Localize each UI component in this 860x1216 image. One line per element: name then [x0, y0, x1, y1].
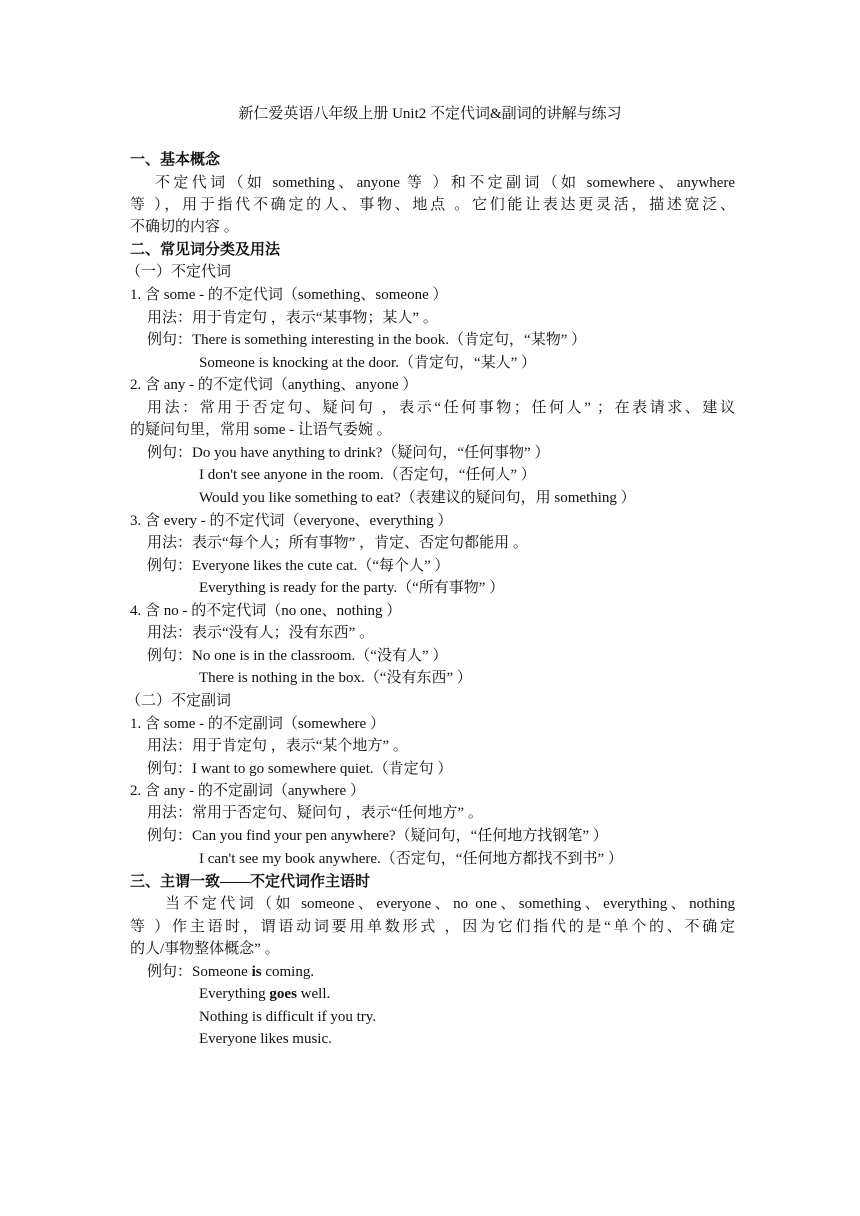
example-label: 例句： — [147, 964, 193, 980]
section-heading-1: 一、基本概念 — [130, 152, 221, 168]
list-item-heading: 4. 含 no - 的不定代词（no one、nothing ） — [130, 603, 402, 619]
example-line: There is nothing in the box.（“没有东西” ） — [199, 670, 472, 686]
example-line — [199, 983, 804, 1005]
paragraph-line: 等 ），用于指代不确定的人、事物、地点 。它们能让表达更灵活，描述宽泛、 — [130, 197, 735, 213]
example-line — [147, 961, 752, 983]
example-text: well. — [296, 986, 331, 1002]
usage-line: 用法：用于肯定句 ，表示“某事物；某人” 。 — [147, 310, 438, 326]
example-line: I can't see my book anywhere.（否定句，“任何地方都找不到书” ） — [199, 851, 623, 867]
example-line: 例句：Everyone likes the cute cat.（“每个人” ） — [147, 558, 450, 574]
list-item-heading: 1. 含 some - 的不定代词（something、someone ） — [130, 287, 448, 303]
example-text: Someone — [192, 964, 252, 980]
paragraph-line: 等 ）作主语时，谓语动词要用单数形式 ，因为它们指代的是“单个的、不确定 — [130, 919, 735, 935]
usage-line: 用法：常用于否定句、疑问句 ，表示“任何事物；任何人” ；在表请求、建议 — [147, 400, 735, 416]
example-line: Would you like something to eat?（表建议的疑问句，用 something ） — [199, 490, 636, 506]
example-line: 例句：Can you find your pen anywhere?（疑问句，“任何地方找钢笔” ） — [147, 828, 608, 844]
paragraph-line: 的人/事物整体概念” 。 — [130, 941, 280, 957]
usage-line: 用法：常用于否定句、疑问句 ，表示“任何地方” 。 — [147, 805, 483, 821]
example-text: Everything — [199, 986, 270, 1002]
example-line: Everything is ready for the party.（“所有事物” ） — [199, 580, 505, 596]
usage-line: 用法：用于肯定句 ，表示“某个地方” 。 — [147, 738, 408, 754]
paragraph-line: 当不定代词（如 someone、everyone、no one、something、everything、nothing — [165, 896, 735, 912]
example-line: 例句：Do you have anything to drink?（疑问句，“任何事物” ） — [147, 445, 550, 461]
section-heading-3: 三、主谓一致——不定代词作主语时 — [130, 874, 371, 890]
subsection-heading: （二）不定副词 — [126, 693, 232, 709]
example-line: Nothing is difficult if you try. — [199, 1009, 377, 1025]
example-line: Someone is knocking at the door.（肯定句，“某人” ） — [199, 355, 537, 371]
document-title: 新仁爱英语八年级上册 Unit2 不定代词&副词的讲解与练习 — [238, 106, 622, 122]
paragraph-line: 不定代词（如 something、anyone 等 ）和不定副词（如 somewhere、anywhere — [155, 175, 735, 191]
example-emphasis: is — [251, 964, 262, 980]
usage-line: 的疑问句里，常用 some - 让语气委婉 。 — [130, 422, 392, 438]
example-line: 例句：There is something interesting in the book.（肯定句，“某物” ） — [147, 332, 587, 348]
example-line: Everyone likes music. — [199, 1031, 332, 1047]
example-line: I don't see anyone in the room.（否定句，“任何人” ） — [199, 467, 536, 483]
example-emphasis: goes — [269, 986, 297, 1002]
list-item-heading: 2. 含 any - 的不定副词（anywhere ） — [130, 783, 365, 799]
usage-line: 用法：表示“没有人；没有东西” 。 — [147, 625, 375, 641]
example-text: coming. — [261, 964, 315, 980]
list-item-heading: 2. 含 any - 的不定代词（anything、anyone ） — [130, 377, 418, 393]
section-heading-2: 二、常见词分类及用法 — [130, 242, 281, 258]
example-line: 例句：I want to go somewhere quiet.（肯定句 ） — [147, 761, 453, 777]
example-line: 例句：No one is in the classroom.（“没有人” ） — [147, 648, 448, 664]
paragraph-line: 不确切的内容 。 — [130, 219, 239, 235]
list-item-heading: 3. 含 every - 的不定代词（everyone、everything ） — [130, 513, 453, 529]
subsection-heading: （一）不定代词 — [126, 264, 232, 280]
usage-line: 用法：表示“每个人；所有事物” ，肯定、否定句都能用 。 — [147, 535, 528, 551]
list-item-heading: 1. 含 some - 的不定副词（somewhere ） — [130, 716, 385, 732]
